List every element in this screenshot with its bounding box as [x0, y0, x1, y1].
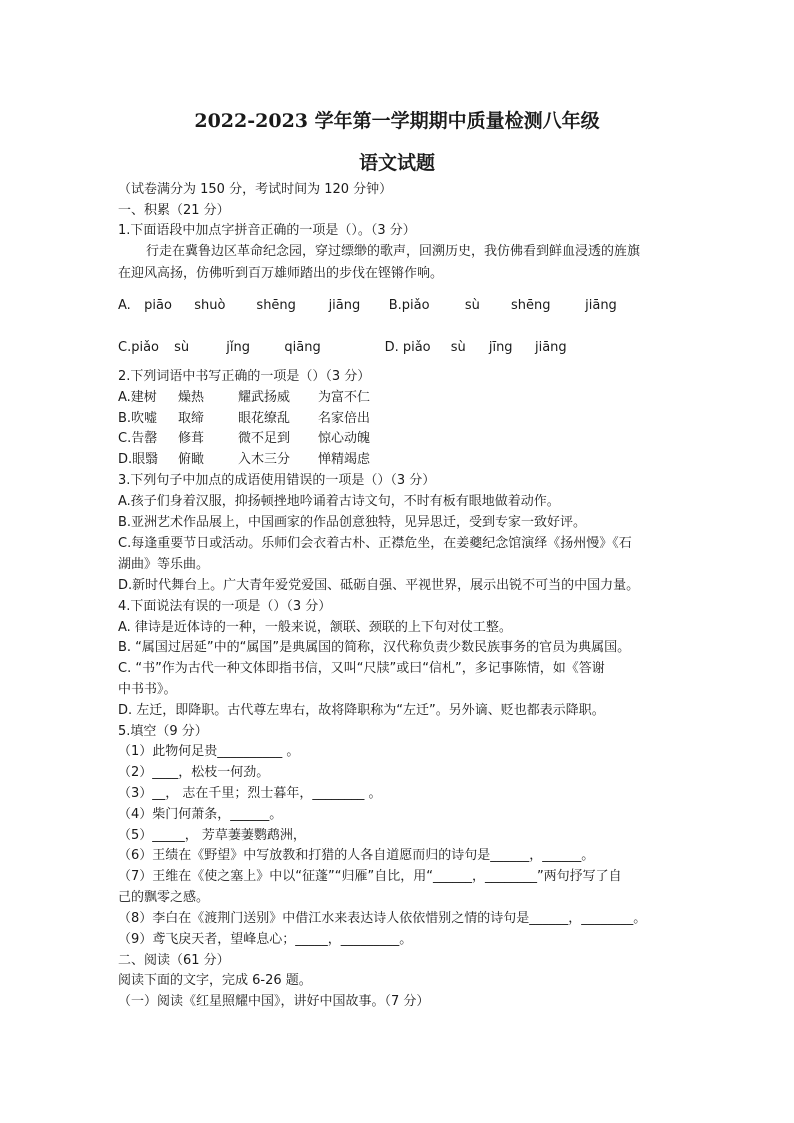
section1-heading: 一、积累（21 分）: [118, 203, 230, 218]
q1-passage-line2: 在迎风高扬，仿佛听到百万雄师踏出的步伐在铿锵作响。: [118, 266, 444, 281]
q5-stem: 5.填空（9 分）: [118, 724, 208, 739]
q1-options-ab: A. piāo shuò shēng jiāng B.piǎo sù shēng jiāng: [118, 298, 617, 313]
q3-stem: 3.下列句子中加点的成语使用错误的一项是（）（3 分）: [118, 473, 436, 488]
q2-option-c: C.告罄 修葺 微不足到 惊心动魄: [118, 431, 371, 446]
q1-stem: 1.下面语段中加点字拼音正确的一项是（）。（3 分）: [118, 223, 416, 238]
q5-item-6: （6）王绩在《野望》中写放教和打猎的人各自道愿而归的诗句是______，______。: [118, 848, 595, 863]
section2-part1: （一）阅读《红星照耀中国》，讲好中国故事。（7 分）: [118, 994, 430, 1009]
q1-options-cd: C.piǎo sù jǐng qiāng D. piǎo sù jīng jiāng: [118, 340, 567, 355]
q4-stem: 4.下面说法有误的一项是（）（3 分）: [118, 599, 332, 614]
q5-item-5: （5）_____， 芳草萋萋鹦鹉洲，: [118, 828, 306, 843]
q3-option-a: A.孩子们身着汉服，抑扬顿挫地吟诵着古诗文句，不时有板有眼地做着动作。: [118, 494, 560, 509]
q3-option-c-line2: 湖曲》等乐曲。: [118, 557, 210, 572]
section2-heading: 二、阅读（61 分）: [118, 953, 230, 968]
q4-option-c-line1: C. “书”作为古代一种文体即指书信，又叫“尺牍”或曰“信札”，多记事陈情，如《答谢: [118, 661, 605, 676]
q2-option-d: D.眼翳 俯瞰 入木三分 惮精竭虑: [118, 452, 371, 467]
q4-option-c-line2: 中书书》。: [118, 682, 177, 697]
exam-title: 2022-2023 学年第一学期期中质量检测八年级: [194, 110, 600, 132]
section2-intro: 阅读下面的文字，完成 6-26 题。: [118, 973, 312, 988]
q4-option-d: D. 左迁，即降职。古代尊左卑右，故将降职称为“左迁”。另外谪、贬也都表示降职。: [118, 703, 605, 718]
q5-item-3: （3）__， 志在千里；烈士暮年，________ 。: [118, 786, 382, 801]
q2-option-b: B.吹嘘 取缔 眼花缭乱 名家倍出: [118, 411, 371, 426]
q5-item-4: （4）柴门何萧条，______。: [118, 807, 283, 822]
q2-option-a: A.建树 燥热 耀武扬威 为富不仁: [118, 390, 371, 405]
q4-option-b: B. “属国过居延”中的“属国”是典属国的简称，汉代称负责少数民族事务的官员为典属国。: [118, 640, 631, 655]
q5-item-8: （8）李白在《渡荆门送别》中借江水来表达诗人依依惜别之情的诗句是______，________。: [118, 911, 647, 926]
q5-item-7-line1: （7）王维在《使之塞上》中以“征蓬”“归雁”自比，用“______，________”两句抒写了自: [118, 869, 622, 884]
q1-passage-line1: 行走在冀鲁边区革命纪念园，穿过缥缈的歌声，回溯历史，我仿佛看到鲜血浸透的旌旗: [146, 244, 641, 259]
q5-item-7-line2: 己的飘零之感。: [118, 890, 210, 905]
q4-option-a: A. 律诗是近体诗的一种，一般来说，颔联、颈联的上下句对仗工整。: [118, 620, 512, 635]
q5-item-2: （2）____，松枝一何劲。: [118, 765, 270, 780]
q2-stem: 2.下列词语中书写正确的一项是（）（3 分）: [118, 369, 371, 384]
q3-option-d: D.新时代舞台上。广大青年爱党爱国、砥砺自强、平视世界，展示出锐不可当的中国力量。: [118, 578, 640, 593]
q5-item-1: （1）此物何足贵__________ 。: [118, 744, 300, 759]
exam-subject: 语文试题: [358, 152, 435, 174]
exam-note: （试卷满分为 150 分，考试时间为 120 分钟）: [118, 182, 393, 197]
q3-option-b: B.亚洲艺术作品展上，中国画家的作品创意独特，见异思迁，受到专家一致好评。: [118, 515, 587, 530]
q3-option-c-line1: C.每逢重要节日或活动。乐师们会衣着古朴、正襟危坐，在姜夔纪念馆演绎《扬州慢》《石: [118, 536, 632, 551]
q5-item-9: （9）鸢飞戾天者，望峰息心；_____，_________。: [118, 932, 413, 947]
